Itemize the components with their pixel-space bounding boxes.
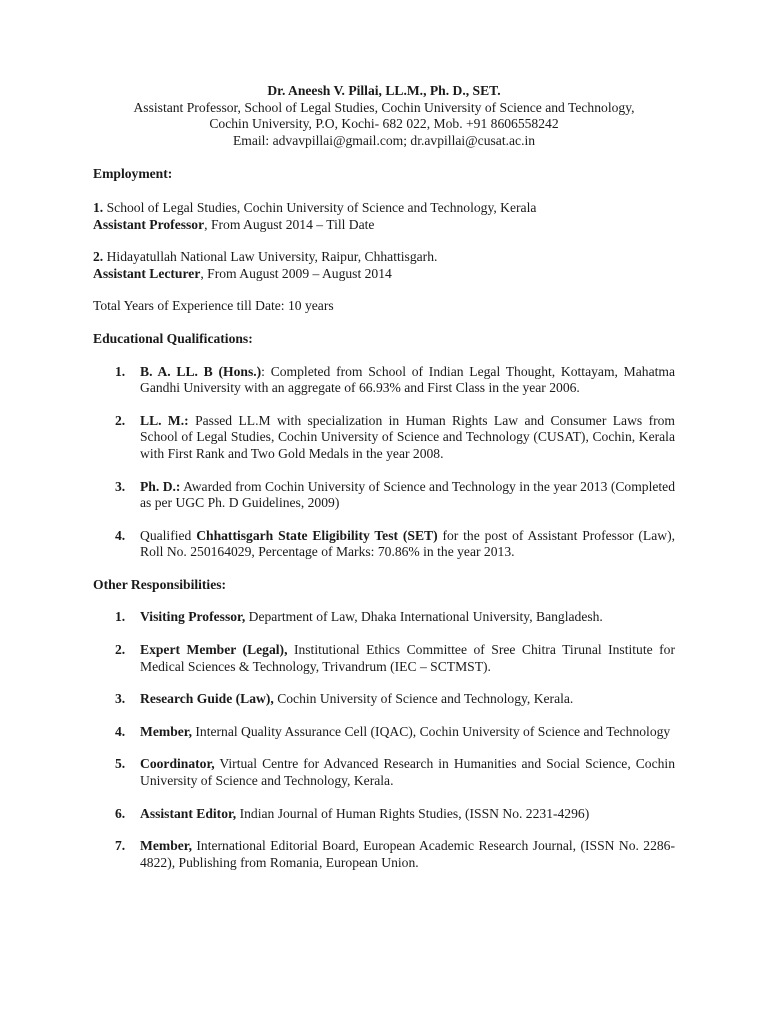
- item-bold: Coordinator,: [140, 756, 215, 772]
- responsibility-item: [93, 642, 675, 675]
- employment-heading: Employment:: [93, 166, 173, 182]
- responsibility-item: [93, 806, 675, 823]
- item-text: Institutional Ethics Committee of Sree Chitra Tirunal Institute for Medical Sciences & Technology, Trivandrum (IEC – SCTMST).: [140, 642, 675, 674]
- responsibility-item: [93, 691, 675, 708]
- responsibility-item: [93, 609, 675, 626]
- responsibility-item: [93, 838, 675, 871]
- item-bold: Member,: [140, 838, 192, 854]
- education-list: [93, 364, 675, 561]
- item-bold: Visiting Professor,: [140, 609, 246, 625]
- education-item: [93, 413, 675, 463]
- employment-entry-2: [93, 249, 675, 282]
- list-number: 4.: [115, 527, 126, 543]
- employment-2-role: Assistant Lecturer: [93, 265, 201, 281]
- item-text: Department of Law, Dhaka International University, Bangladesh.: [245, 609, 603, 625]
- cv-email-line: Email: advavpillai@gmail.com; dr.avpillai@cusat.ac.in: [232, 132, 536, 148]
- item-bold: Member,: [140, 723, 192, 739]
- item-text: Virtual Centre for Advanced Research in Humanities and Social Science, Cochin University of Science and Technology, Kerala.: [140, 756, 675, 789]
- employment-1-place: School of Legal Studies, Cochin University of Science and Technology, Kerala: [103, 199, 537, 215]
- list-number: 2.: [115, 642, 126, 658]
- education-item: [93, 479, 675, 512]
- list-number: 4.: [115, 723, 126, 739]
- employment-1-number: 1.: [93, 199, 104, 215]
- item-bold: LL. M.:: [140, 412, 189, 428]
- list-number: 1.: [115, 609, 126, 625]
- cv-document: [93, 83, 675, 871]
- employment-2-period: , From August 2009 – August 2014: [200, 265, 392, 281]
- item-text: Internal Quality Assurance Cell (IQAC), Cochin University of Science and Technology: [191, 723, 671, 739]
- item-text: International Editorial Board, European Academic Research Journal, (ISSN No. 2286-4822), Publishing from Romania, European Union.: [140, 838, 675, 870]
- list-number: 7.: [115, 838, 126, 854]
- item-text: Indian Journal of Human Rights Studies, (ISSN No. 2231-4296): [236, 805, 590, 821]
- list-number: 3.: [115, 478, 126, 494]
- item-text: Awarded from Cochin University of Science and Technology in the year 2013 (Completed as per UGC Ph. D Guidelines, 2009): [140, 478, 675, 511]
- education-heading: Educational Qualifications:: [93, 330, 253, 346]
- experience-summary: Total Years of Experience till Date: 10 years: [93, 298, 334, 314]
- item-prefix: Qualified: [140, 527, 197, 543]
- cv-address-line: Cochin University, P.O, Kochi- 682 022, Mob. +91 8606558242: [209, 116, 559, 132]
- item-bold: Assistant Editor,: [140, 805, 237, 821]
- list-number: 3.: [115, 691, 126, 707]
- item-bold: Chhattisgarh State Eligibility Test (SET): [196, 527, 438, 543]
- employment-2-place: Hidayatullah National Law University, Raipur, Chhattisgarh.: [103, 249, 438, 265]
- cv-position-line: Assistant Professor, School of Legal Studies, Cochin University of Science and Technology,: [133, 99, 635, 115]
- education-item: [93, 364, 675, 397]
- responsibilities-list: [93, 609, 675, 871]
- item-bold: Research Guide (Law),: [140, 691, 274, 707]
- list-number: 6.: [115, 805, 126, 821]
- cv-name: Dr. Aneesh V. Pillai, LL.M., Ph. D., SET.: [267, 83, 501, 98]
- list-number: 2.: [115, 412, 126, 428]
- education-item: [93, 528, 675, 561]
- responsibility-item: [93, 756, 675, 789]
- item-bold: Expert Member (Legal),: [140, 642, 288, 658]
- item-text: Cochin University of Science and Technology, Kerala.: [273, 691, 574, 707]
- item-bold: B. A. LL. B (Hons.): [140, 363, 262, 379]
- item-bold: Ph. D.:: [140, 478, 181, 494]
- list-number: 5.: [115, 756, 126, 772]
- employment-1-period: , From August 2014 – Till Date: [204, 216, 375, 232]
- item-text: Passed LL.M with specialization in Human Rights Law and Consumer Laws from School of Legal Studies, Cochin University of Science and Technology (CUSAT), Cochin, Kerala with First Rank and Two Gold Medals in the year 2008.: [140, 412, 676, 461]
- employment-2-number: 2.: [93, 249, 104, 265]
- item-text: : Completed from School of Indian Legal Thought, Kottayam, Mahatma Gandhi University with an aggregate of 66.93% and First Class in the year 2006.: [140, 363, 675, 396]
- responsibilities-heading: Other Responsibilities:: [93, 576, 227, 592]
- employment-1-role: Assistant Professor: [93, 216, 205, 232]
- item-text: for the post of Assistant Professor (Law), Roll No. 250164029, Percentage of Marks: 70.86% in the year 2013.: [140, 527, 675, 560]
- list-number: 1.: [115, 363, 126, 379]
- responsibility-item: [93, 724, 675, 741]
- employment-entry-1: [93, 200, 675, 233]
